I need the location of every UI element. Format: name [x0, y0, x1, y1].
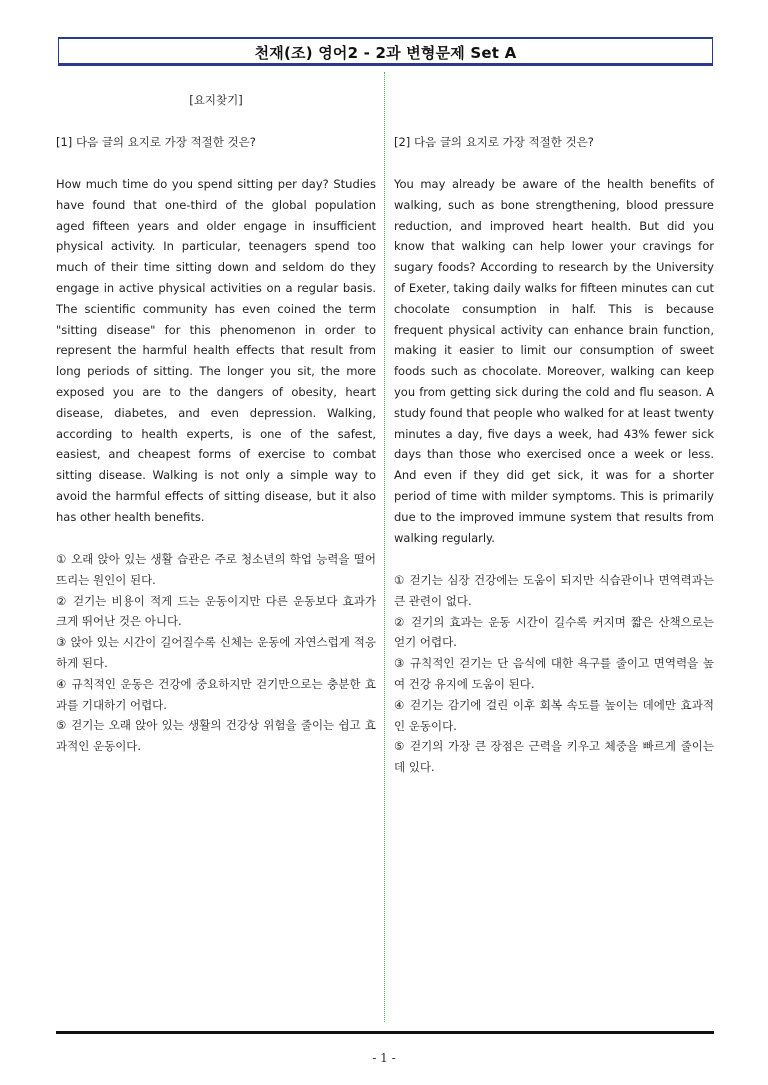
- choice-item[interactable]: ① 걷기는 심장 건강에는 도움이 되지만 식습관이나 면역력과는 큰 관련이 없다.: [394, 573, 714, 608]
- page-header: [58, 37, 713, 65]
- question-1-choices: [56, 549, 376, 757]
- footer-rule: [56, 1031, 714, 1034]
- section-title: [요지찾기]: [189, 93, 243, 107]
- page-number: - 1 -: [372, 1051, 396, 1065]
- question-2-label: [2] 다음 글의 요지로 가장 적절한 것은?: [394, 135, 594, 149]
- choice-item[interactable]: ③ 앉아 있는 시간이 길어질수록 신체는 운동에 자연스럽게 적응하게 된다.: [56, 635, 376, 670]
- choice-item[interactable]: ② 걷기는 비용이 적게 드는 운동이지만 다른 운동보다 효과가 크게 뛰어난 것은 아니다.: [56, 593, 376, 629]
- choice-item[interactable]: ⑤ 걷기의 가장 큰 장점은 근력을 키우고 체중을 빠르게 줄이는 데 있다.: [394, 739, 714, 775]
- choice-item[interactable]: ⑤ 걷기는 오래 앉아 있는 생활의 건강상 위험을 줄이는 쉽고 효과적인 운동이다.: [56, 718, 376, 754]
- choice-item[interactable]: ③ 규칙적인 걷기는 단 음식에 대한 욕구를 줄이고 면역력을 높여 건강 유지에 도움이 된다.: [394, 656, 714, 691]
- header-title: 천재(조) 영어2 - 2과 변형문제 Set A: [254, 43, 517, 62]
- question-2-passage: You may already be aware of the health benefits of walking, such as bone strengthening, blood pressure reduction, and improved heart health. But did you know that walking can help lower your cravings for sugary foods? According to research by the University of Exeter, taking daily walks for fifteen minutes can cut chocolate consumption in half. This is because frequent physical activity can enhance brain function, making it easier to limit our consumption of sweet foods such as chocolate. Moreover, walking can keep you from getting sick during the cold and flu season. A study found that people who walked for at least twenty minutes a day, five days a week, had 43% fewer sick days than those who exercised once a week or less. And even if they did get sick, it was for a shorter period of time with milder symptoms. This is primarily due to the improved immune system that results from walking regularly.: [394, 177, 714, 545]
- choice-item[interactable]: ④ 규칙적인 운동은 건강에 중요하지만 걷기만으로는 충분한 효과를 기대하기 어렵다.: [56, 676, 376, 712]
- choice-item[interactable]: ② 걷기의 효과는 운동 시간이 길수록 커지며 짧은 산책으로는 얻기 어렵다.: [394, 614, 714, 650]
- question-1-label: [1] 다음 글의 요지로 가장 적절한 것은?: [56, 135, 256, 149]
- question-1-passage: How much time do you spend sitting per day? Studies have found that one-third of the global population aged fifteen years and older engage in insufficient physical activity. In particular, teenagers spend too much of their time sitting down and seldom do they engage in active physical activities on a regular basis. The scientific community has even coined the term "sitting disease" for this phenomenon in order to represent the harmful health effects that result from long periods of sitting. The longer you sit, the more exposed you are to the dangers of obesity, heart disease, diabetes, and even depression. Walking, according to health experts, is one of the safest, easiest, and cheapest forms of exercise to combat sitting disease. Walking is not only a simple way to avoid the harmful effects of sitting disease, but it also has other health benefits.: [56, 177, 376, 524]
- choice-item[interactable]: ④ 걷기는 감기에 걸린 이후 회복 속도를 높이는 데에만 효과적인 운동이다.: [394, 697, 714, 733]
- choice-item[interactable]: ① 오래 앉아 있는 생활 습관은 주로 청소년의 학업 능력을 떨어뜨리는 원인이 된다.: [56, 552, 376, 587]
- question-2-choices: [394, 570, 714, 778]
- header-rule: [58, 63, 713, 66]
- column-divider: [384, 72, 385, 1022]
